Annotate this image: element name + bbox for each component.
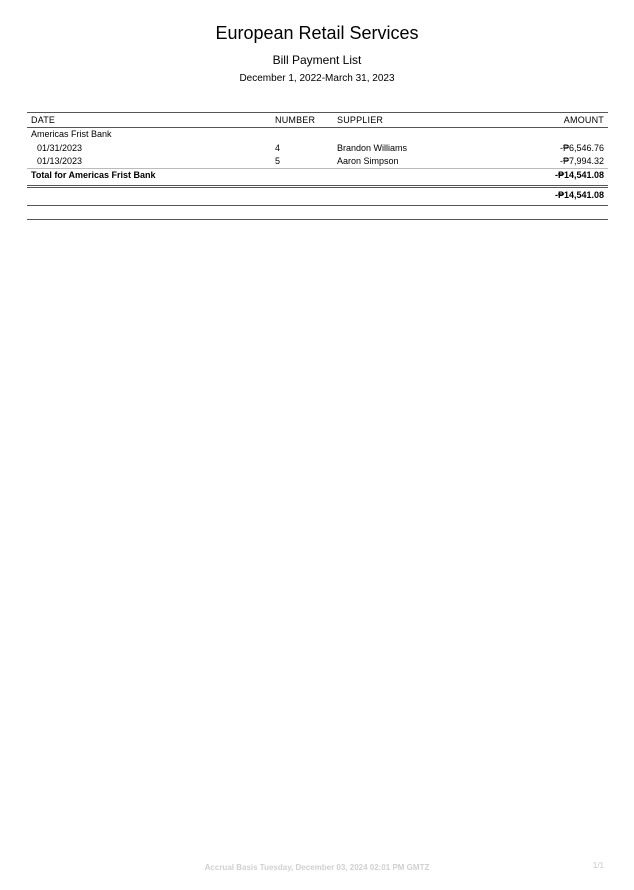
row-date: 01/13/2023: [37, 156, 83, 166]
grand-total-double-rule-bottom: [27, 187, 608, 188]
table-row: [27, 142, 608, 154]
table-row: [27, 155, 608, 167]
row-supplier: Brandon Williams: [337, 143, 408, 153]
column-header-date: DATE: [31, 115, 56, 125]
grand-total-double-rule-top: [27, 185, 608, 186]
row-amount: -₱6,546.76: [559, 143, 604, 153]
page-number: 1/1: [592, 861, 604, 870]
row-number: 5: [275, 156, 281, 166]
report-period: December 1, 2022-March 31, 2023: [239, 73, 395, 84]
table-top-rule: [27, 112, 608, 113]
column-header-supplier: SUPPLIER: [337, 115, 384, 125]
report-title: Bill Payment List: [272, 53, 362, 67]
row-number: 4: [275, 143, 281, 153]
row-amount: -₱7,994.32: [559, 156, 604, 166]
column-header-number: NUMBER: [275, 115, 316, 125]
group-total-label: Total for Americas Frist Bank: [31, 170, 156, 180]
column-header-amount: AMOUNT: [563, 115, 604, 125]
table-header-row: [27, 114, 608, 126]
group-total-amount: -₱14,541.08: [554, 170, 604, 180]
grand-total-amount: -₱14,541.08: [554, 190, 604, 200]
group-header-row: [27, 128, 608, 140]
group-total-row: [27, 169, 608, 181]
grand-total-bottom-rule: [27, 205, 608, 206]
table-end-rule: [27, 219, 608, 220]
row-supplier: Aaron Simpson: [337, 156, 399, 166]
group-name: Americas Frist Bank: [31, 129, 112, 139]
grand-total-row: [27, 189, 608, 201]
company-name: European Retail Services: [215, 23, 419, 43]
row-date: 01/31/2023: [37, 143, 83, 153]
report-footer: Accrual Basis Tuesday, December 03, 2024 02:01 PM GMTZ: [204, 863, 430, 872]
